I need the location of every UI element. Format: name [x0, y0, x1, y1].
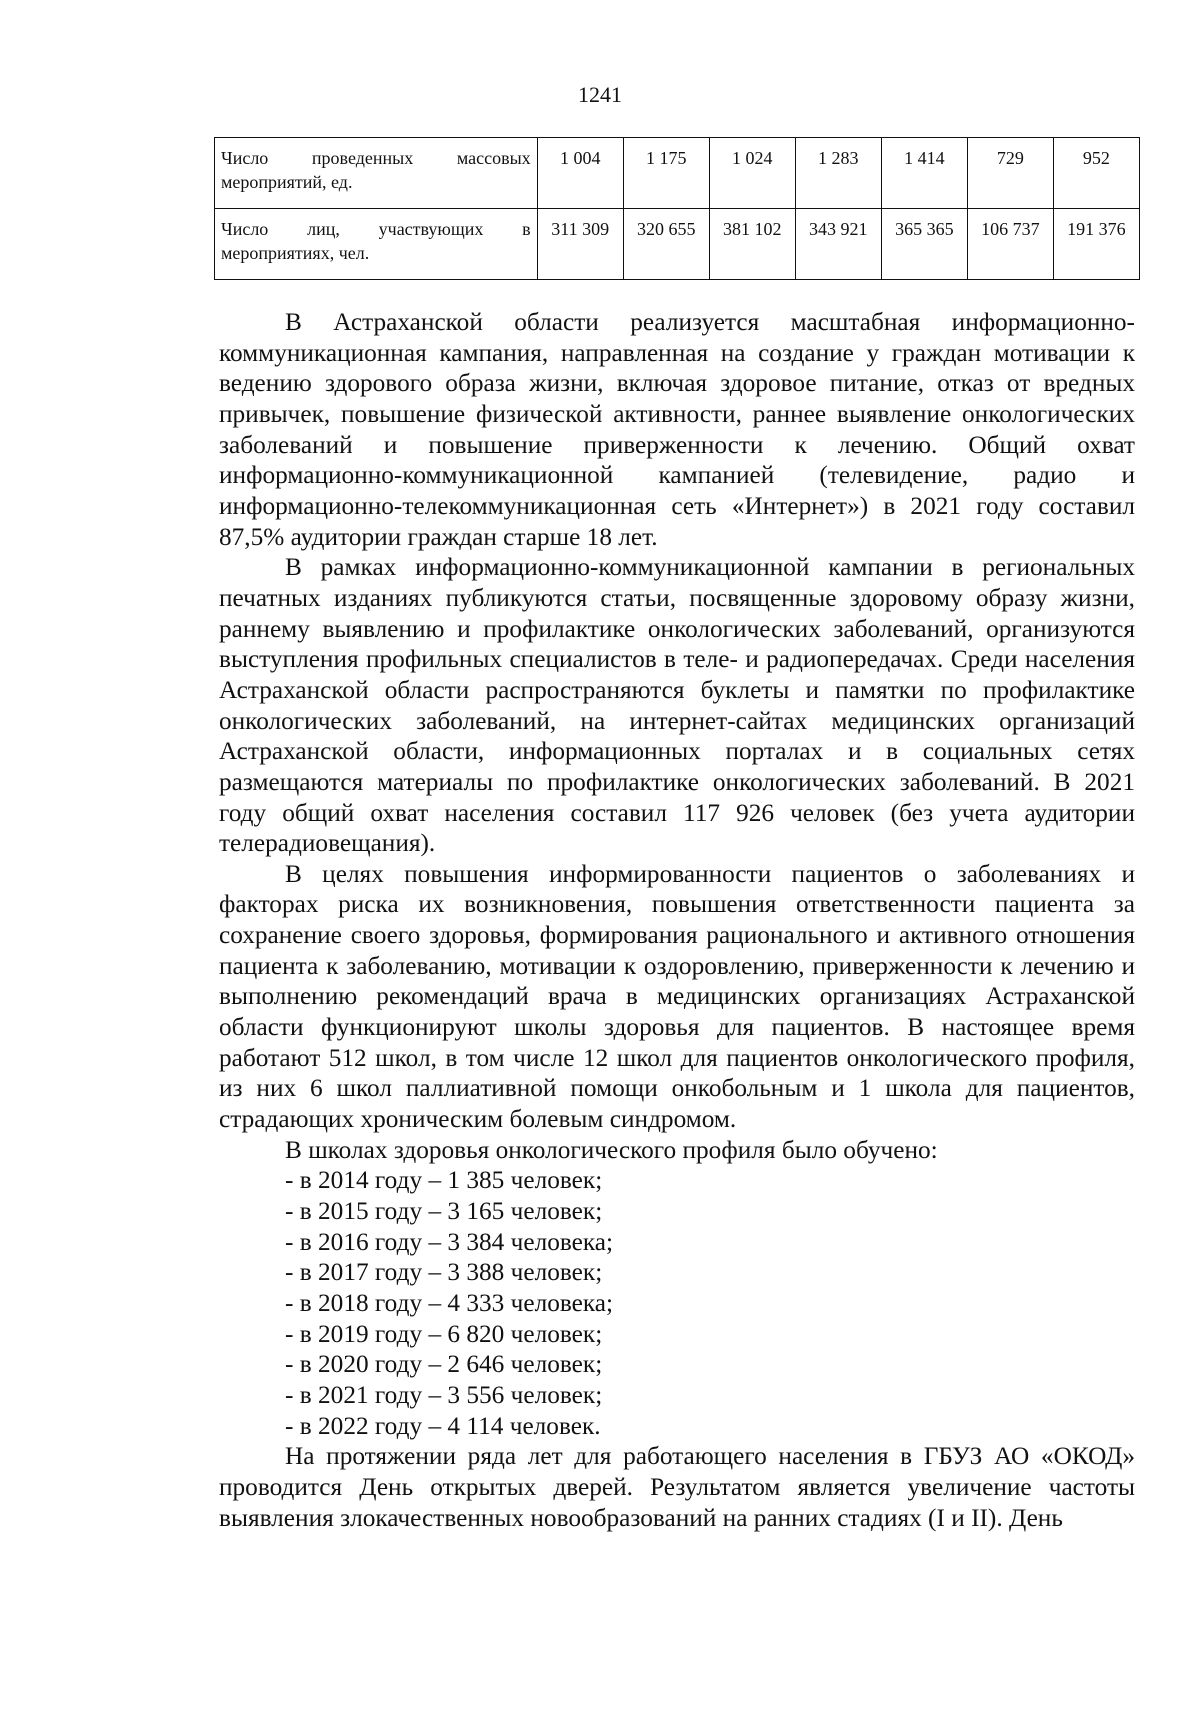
list-item: - в 2021 году – 3 556 человек;: [285, 1380, 603, 1409]
table-row: [215, 209, 1140, 280]
table-cell: 729: [967, 138, 1053, 209]
paragraph: В целях повышения информированности пациентов о заболеваниях и факторах риска их возникновения, повышения ответственности пациента за сохранение своего здоровья, формирования рационального и активного отношения пациента к заболеванию, мотивации к оздоровлению, приверженности к лечению и выполнению рекомендаций врача в медицинских организациях Астраханской области функционируют школы здоровья для пациентов. В настоящее время работают 512 школ, в том числе 12 школ для пациентов онкологического профиля, из них 6 школ паллиативной помощи онкобольным и 1 школа для пациентов, страдающих хроническим болевым синдромом.: [219, 859, 1135, 1134]
table-cell: 311 309: [537, 209, 623, 280]
table-cell: 1 004: [537, 138, 623, 209]
list-item: - в 2017 году – 3 388 человек;: [285, 1258, 603, 1287]
paragraph: В рамках информационно-коммуникационной кампании в региональных печатных изданиях публикуются статьи, посвященные здоровому образу жизни, раннему выявлению и профилактике онкологических заболеваний, организуются выступления профильных специалистов в теле- и радиопередачах. Среди населения Астраханской области распространяются буклеты и памятки по профилактике онкологических заболеваний, на интернет-сайтах медицинских организаций Астраханской области, информационных порталах и в социальных сетях размещаются материалы по профилактике онкологических заболеваний. В 2021 году общий охват населения составил 117 926 человек (без учета аудитории телерадиовещания).: [219, 553, 1135, 858]
table-cell: 106 737: [967, 209, 1053, 280]
table-cell: 1 024: [709, 138, 795, 209]
list-item: - в 2015 году – 3 165 человек;: [285, 1197, 603, 1226]
list-item: - в 2016 году – 3 384 человека;: [285, 1227, 614, 1256]
table-cell: 320 655: [623, 209, 709, 280]
list-item: - в 2014 году – 1 385 человек;: [285, 1166, 603, 1195]
table-cell: 952: [1053, 138, 1139, 209]
list-item: - в 2020 году – 2 646 человек;: [285, 1350, 603, 1379]
table-cell: 1 283: [795, 138, 881, 209]
paragraph: В школах здоровья онкологического профиля было обучено:: [285, 1135, 938, 1164]
page-number: 1241: [578, 82, 622, 107]
list-item: - в 2019 году – 6 820 человек;: [285, 1319, 603, 1348]
table-cell: 1 414: [881, 138, 967, 209]
paragraph: В Астраханской области реализуется масштабная информационно-коммуникационная кампания, направленная на создание у граждан мотивации к ведению здорового образа жизни, включая здоровое питание, отказ от вредных привычек, повышение физической активности, раннее выявление онкологических заболеваний и повышение приверженности к лечению. Общий охват информационно-коммуникационной кампанией (телевидение, радио и информационно-телекоммуникационная сеть «Интернет») в 2021 году составил 87,5% аудитории граждан старше 18 лет.: [219, 308, 1135, 551]
table-row-label: Число лиц, участвующих в мероприятиях, чел.: [215, 209, 538, 280]
statistics-table: [214, 137, 1140, 280]
paragraph: На протяжении ряда лет для работающего населения в ГБУЗ АО «ОКОД» проводится День открытых дверей. Результатом является увеличение частоты выявления злокачественных новообразований на ранних стадиях (I и II). День: [219, 1442, 1135, 1532]
list-item: - в 2022 году – 4 114 человек.: [285, 1411, 601, 1440]
table-row-label: Число проведенных массовых мероприятий, ед.: [215, 138, 538, 209]
document-body: [219, 307, 1135, 1533]
table-cell: 381 102: [709, 209, 795, 280]
table-cell: 191 376: [1053, 209, 1139, 280]
table-cell: 343 921: [795, 209, 881, 280]
table-cell: 1 175: [623, 138, 709, 209]
table-cell: 365 365: [881, 209, 967, 280]
list-item: - в 2018 году – 4 333 человека;: [285, 1289, 614, 1317]
table-row: [215, 138, 1140, 209]
school-training-list: [219, 1165, 1135, 1441]
